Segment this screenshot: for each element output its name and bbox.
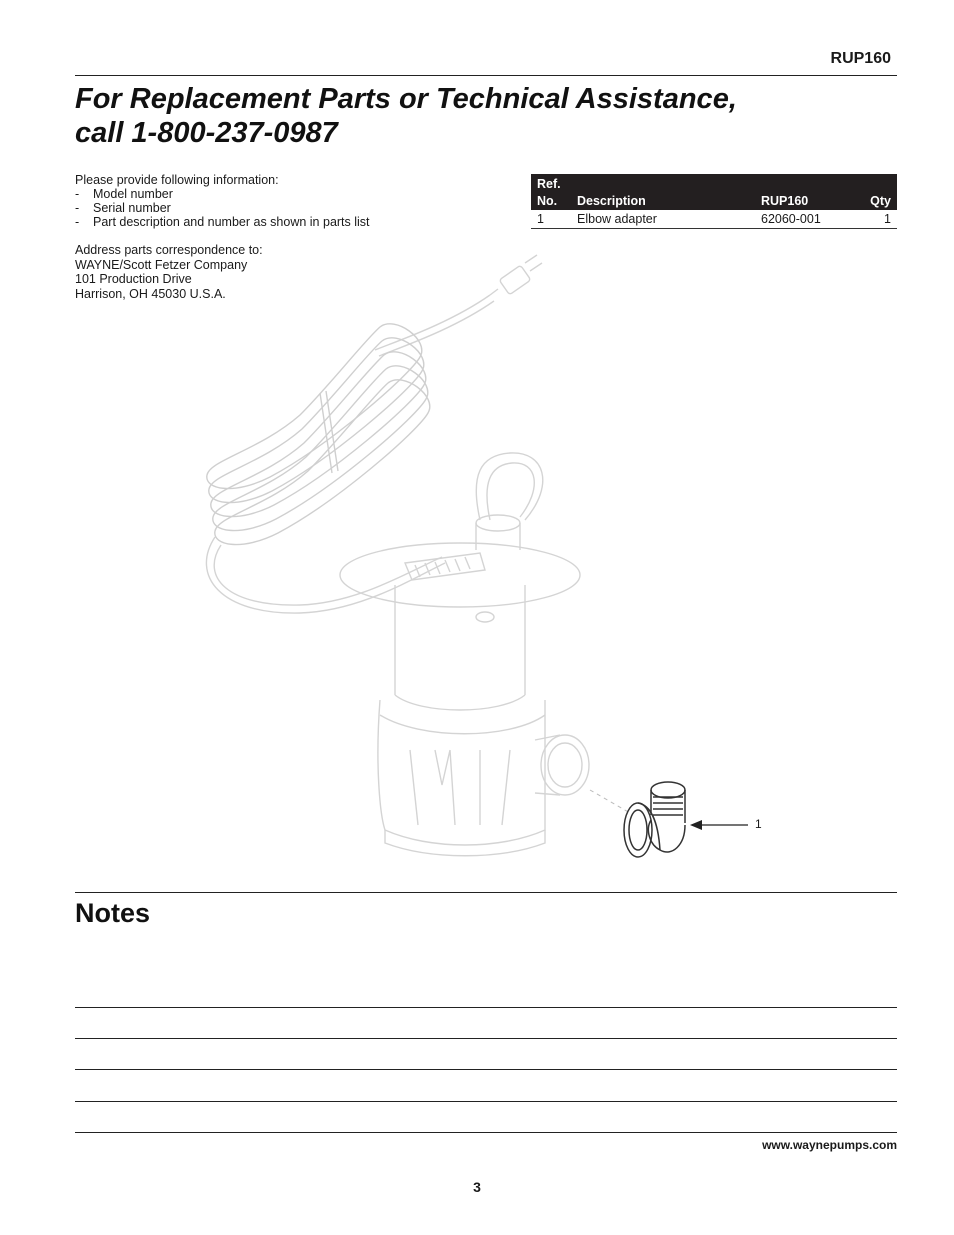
info-item: - Model number (75, 187, 173, 201)
notes-line (75, 1069, 897, 1070)
info-item: - Serial number (75, 201, 171, 215)
page-title (75, 82, 835, 150)
cell-description: Elbow adapter (571, 210, 755, 229)
page-number: 3 (473, 1179, 481, 1195)
address-line: Harrison, OH 45030 U.S.A. (75, 286, 226, 301)
table-row (531, 210, 897, 229)
notes-title: Notes (75, 898, 151, 928)
title-line-1: For Replacement Parts or Technical Assistance, (75, 83, 737, 115)
header-rule (75, 75, 897, 76)
address-line: 101 Production Drive (75, 272, 192, 286)
pump-exploded-diagram (180, 245, 770, 870)
parts-table (531, 174, 897, 229)
address-intro: Address parts correspondence to: (75, 243, 263, 257)
header-description: Description (571, 193, 755, 210)
callout-label: 1 (755, 817, 762, 831)
info-intro: Please provide following information: (75, 173, 279, 187)
elbow-adapter-icon (624, 782, 685, 857)
notes-line (75, 1101, 897, 1102)
model-header: RUP160 (830, 50, 891, 67)
title-line-2: call 1-800-237-0987 (75, 117, 338, 149)
header-part-number: RUP160 (755, 193, 852, 210)
cell-part-number: 62060-001 (755, 210, 852, 229)
cell-qty: 1 (852, 210, 897, 229)
address-line: WAYNE/Scott Fetzer Company (75, 257, 248, 272)
notes-top-rule (75, 892, 897, 893)
coiled-cord (207, 324, 430, 545)
notes-line (75, 1132, 897, 1133)
plug-icon (490, 255, 542, 295)
info-block (75, 173, 370, 229)
header-ref-line1: Ref. (531, 174, 571, 193)
header-ref-line2: No. (531, 193, 571, 210)
notes-line (75, 1038, 897, 1039)
cell-ref: 1 (531, 210, 571, 229)
footer-url: www.waynepumps.com (762, 1138, 897, 1152)
info-item: - Part description and number as shown in parts list (75, 215, 370, 229)
header-qty: Qty (852, 193, 897, 210)
notes-line (75, 1007, 897, 1008)
